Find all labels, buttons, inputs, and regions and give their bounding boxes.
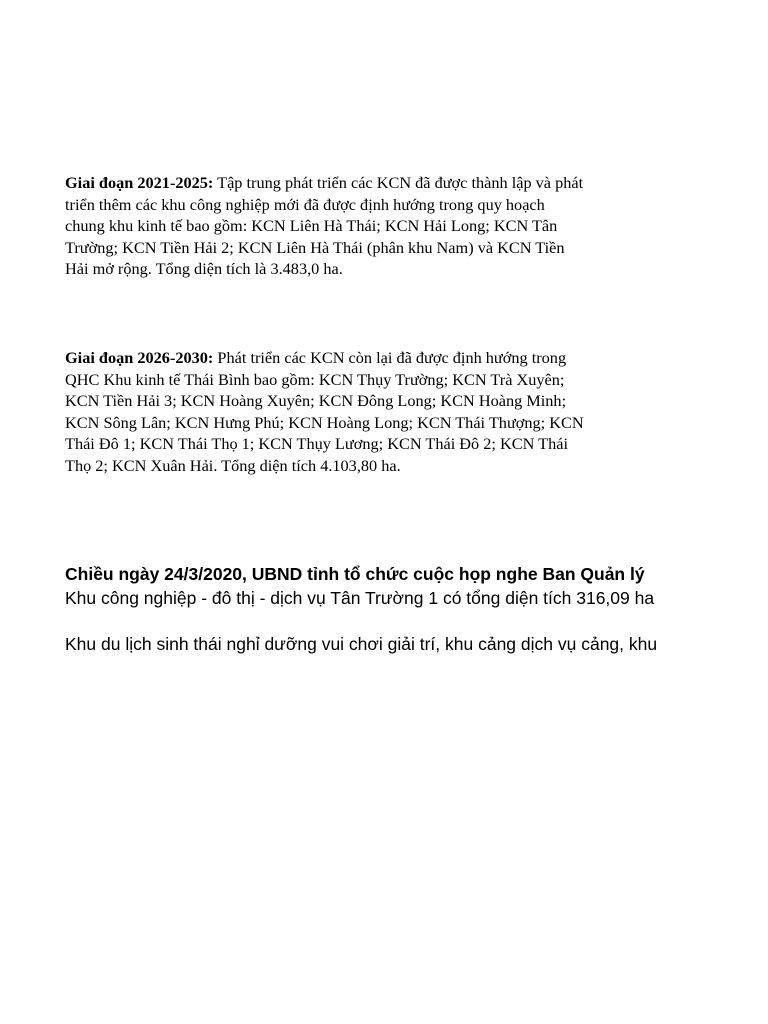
- paragraph-body: Phát triển các KCN còn lại đã được định hướng trong QHC Khu kinh tế Thái Bình bao gồm: KCN Thụy Trường; KCN Trà Xuyên; KCN Tiền Hải 3; KCN Hoàng Xuyên; KCN Đông Long; KCN Hoàng Minh; KCN Sông Lân; KCN Hưng Phú; KCN Hoàng Long; KCN Thái Thượng; KCN Thái Đô 1; KCN Thái Thọ 1; KCN Thụy Lương; KCN Thái Đô 2; KCN Thái Thọ 2; KCN Xuân Hải. Tổng diện tích 4.103,80 ha.: [65, 348, 584, 475]
- paragraph-phase-2021-2025: [65, 172, 585, 280]
- paragraph-phase-2026-2030: [65, 347, 585, 476]
- paragraph-body: Tập trung phát triển các KCN đã được thành lập và phát triển thêm các khu công nghiệp mới đã được định hướng trong quy hoạch chung khu kinh tế bao gồm: KCN Liên Hà Thái; KCN Hải Long; KCN Tân Trường; KCN Tiền Hải 2; KCN Liên Hà Thái (phân khu Nam) và KCN Tiền Hải mở rộng. Tổng diện tích là 3.483,0 ha.: [65, 173, 584, 278]
- paragraph-heading: Giai đoạn 2021-2025:: [65, 173, 214, 192]
- meeting-headline: Chiều ngày 24/3/2020, UBND tỉnh tổ chức cuộc họp nghe Ban Quản lý: [65, 564, 645, 584]
- industrial-zone-line: Khu công nghiệp - đô thị - dịch vụ Tân Trường 1 có tổng diện tích 316,09 ha: [65, 588, 655, 608]
- paragraph-heading: Giai đoạn 2026-2030:: [65, 348, 214, 367]
- tourism-zone-line: Khu du lịch sinh thái nghỉ dưỡng vui chơi giải trí, khu cảng dịch vụ cảng, khu: [65, 634, 658, 654]
